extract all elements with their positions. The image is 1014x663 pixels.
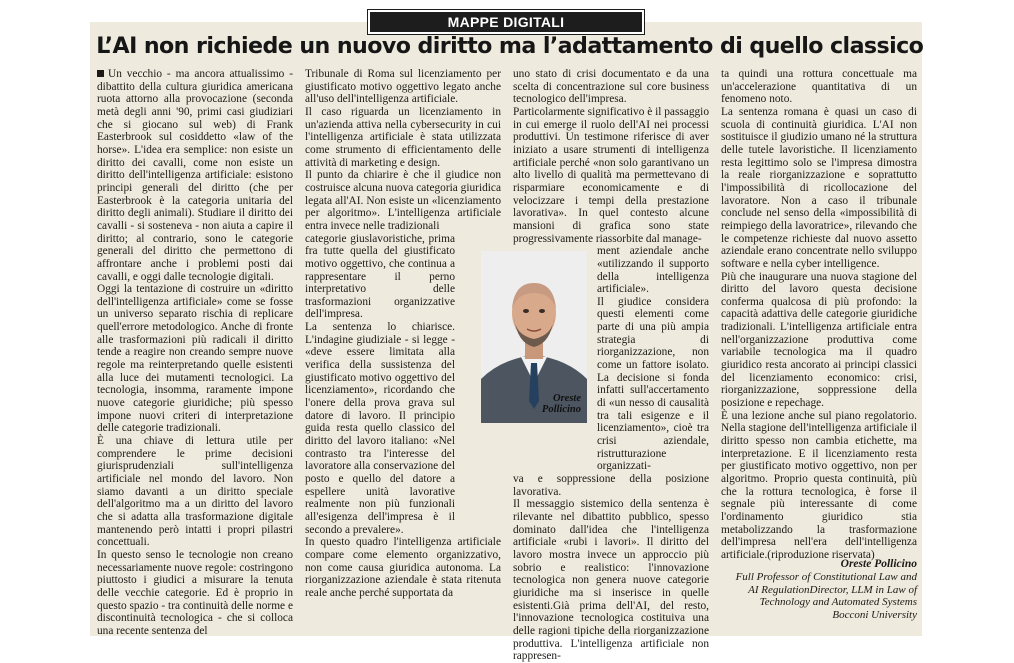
- author-role-line: Bocconi University: [832, 608, 917, 621]
- paragraph: Oggi la tentazione di costruire un «diritto dell'intelligenza artificiale» come se fosse un universo separato rischia di replicare quell'errore metodologico. Anche di fronte alle trasformazioni più radicali il diritto tende a reagire non creando sempre nuove regole ma reinterpretando quelle esistenti alla luce dei mutamenti tecnologici. La tecnologia, insomma, raramente impone nuove categorie giuridiche; più spesso impone nuovi criteri di interpretazione delle categorie tradizionali.: [97, 283, 293, 435]
- paragraph: È una chiave di lettura utile per comprendere le prime decisioni giurisprudenziali sull'intelligenza artificiale nel mondo del lavoro. Non siamo davanti a un diritto speciale dell'algoritmo ma a un diritto del lavoro che si adatta alla trasformazione digitale mantenendo però intatti i propri pilastri concettuali.: [97, 435, 293, 549]
- paragraph: In questo senso le tecnologie non creano necessariamente nuove regole: costringono piuttosto i giudici a misurare la tenuta delle vecchie categorie. Ed è proprio in questo spazio - tra continuità delle norme e discontinuità tecnologica - che si colloca una recente sentenza del: [97, 548, 293, 637]
- paragraph: In questo quadro l'intelligenza artificiale compare come elemento organizzativo, non come causa giuridica autonoma. La riorganizzazione aziendale è stata ritenuta reale anche perché supportata da: [305, 536, 501, 599]
- paragraph: Più che inaugurare una nuova stagione del diritto del lavoro questa decisione conferma qualcosa di più profondo: la capacità adattiva delle categorie giuridiche tradizionali. L'intelligenza artificiale entra nell'organizzazione produttiva come variabile tecnologica ma il quadro giuridico resta ancorato ai principi classici del licenziamento economico: crisi, riorganizzazione, soppressione della posizione e repechage.: [721, 270, 917, 410]
- caption-line: Oreste: [553, 393, 581, 404]
- paragraph: Il caso riguarda un licenziamento in un'azienda attiva nella cybersecurity in cui l'intelligenza artificiale è stata utilizzata come strumento di efficientamento delle attività di marketing e design.: [305, 105, 501, 169]
- caption-line: Pollicino: [541, 404, 581, 415]
- paragraph: ta quindi una rottura concettuale ma un'accelerazione quantitativa di un fenomeno noto.: [721, 68, 917, 106]
- narrow-text-block: [305, 233, 455, 537]
- paragraph: Il giudice considera questi elementi come parte di una più ampia strategia di riorganizzazione, non come un fattore isolato. La decisione si fonda infatti sull'accertamento di «un nesso di causalità tra tali esigenze e il licenziamento», cioè tra crisi aziendale, ristrutturazione organizzati-: [597, 295, 709, 473]
- article-column-4: [721, 68, 917, 561]
- paragraph: Il punto da chiarire è che il giudice non costruisce alcuna nuova categoria giuridica legata all'AI. Non esiste un «licenziamento per algoritmo». L'intelligenza artificiale entra invece nelle tradizionali: [305, 169, 501, 232]
- article-headline: L’AI non richiede un nuovo diritto ma l’adattamento di quello classico: [96, 33, 924, 59]
- paragraph: Il messaggio sistemico della sentenza è rilevante nel dibattito pubblico, spesso dominato dall'idea che l'intelligenza artificiale «rubi i lavori». Il diritto del lavoro mostra invece un approccio più sobrio e realistico: l'innovazione tecnologica non genera nuove categorie giuridiche ma si inserisce in quelle esistenti.Già prima dell'AI, del resto, l'innovazione tecnologica costituiva una delle ragioni tipiche della riorganizzazione produttiva. L'intelligenza artificiale non rappresen-: [513, 498, 709, 663]
- author-role-line: Technology and Automated Systems: [759, 596, 917, 609]
- paragraph: va e soppressione della posizione lavorativa.: [513, 473, 709, 498]
- square-bullet-icon: [97, 70, 104, 77]
- paragraph: Un vecchio - ma ancora attualissimo - dibattito della cultura giuridica americana ruota attorno alla provocazione (seconda metà degli anni '90, primi casi giudiziari che si giocano sul web) di Frank Easterbrook sul cosiddetto «law of the horse». L'idea era semplice: non esiste un diritto dei cavalli, come non esiste un diritto dell'intelligenza artificiale: esistono principi generali del diritto (che per Easterbrook è la categoria unitaria del diritto degli animali). Studiare il diritto dei cavalli - si sosteneva - non aiuta a capire il diritto; al contrario, sono le categorie generali del diritto che permettono di affrontare anche i problemi posti dai cavalli, e oggi dalle tecnologie digitali.: [97, 68, 293, 283]
- article-column-2: [305, 68, 501, 628]
- author-role-line: Full Professor of Constitutional Law and: [735, 571, 917, 583]
- author-signature: [721, 558, 917, 621]
- narrow-text-block: [597, 245, 709, 473]
- section-tag: MAPPE DIGITALI: [368, 10, 644, 34]
- paragraph: uno stato di crisi documentato e da una scelta di concentrazione sul core business tecnologico dell'impresa.: [513, 68, 709, 106]
- paragraph: È una lezione anche sul piano regolatorio. Nella stagione dell'intelligenza artificiale il diritto spesso non cambia etichette, ma interpretazione. E il licenziamento resta per giustificato motivo oggettivo, non per algoritmo. Proprio questa continuità, più che la rottura tecnologica, è forse il segnale più interessante di come l'ordinamento giuridico stia metabolizzando la trasformazione dell'impresa nell'era dell'intelligenza artificiale.(riproduzione riservata): [721, 409, 917, 561]
- paragraph: ment aziendale anche «utilizzando il supporto della intelligenza artificiale».: [597, 245, 709, 296]
- paragraph: Tribunale di Roma sul licenziamento per giustificato motivo oggettivo legato anche all'uso dell'intelligenza artificiale.: [305, 68, 501, 106]
- paragraph: La sentenza romana è quasi un caso di scuola di continuità giuridica. L'AI non sostituisce il giudizio umano né la struttura delle tutele lavoristiche. Il licenziamento resta legittimo solo se l'impresa dimostra la reale riorganizzazione e soprattutto l'impossibilità di ricollocazione del lavoratore. Non a caso il tribunale conclude nel senso della «impossibilità di reimpiego della lavoratrice», rilevando che le competenze richieste dal nuovo assetto aziendale erano concentrate nello sviluppo software e nella cyber intelligence.: [721, 105, 917, 270]
- paragraph: categorie giuslavoristiche, prima fra tutte quella del giustificato motivo oggettivo, che continua a rappresentare il perno interpretativo delle trasformazioni organizzative dell'impresa.: [305, 232, 455, 321]
- photo-caption: [481, 393, 581, 415]
- author-name: Oreste Pollicino: [840, 558, 917, 570]
- author-role-line: AI RegulationDirector, LLM in Law of: [748, 583, 917, 596]
- paragraph: La sentenza lo chiarisce. L'indagine giudiziale - si legge - «deve essere limitata alla verifica della sussistenza del giustificato motivo oggettivo del licenziamento», ricordando che l'onere della prova grava sul datore di lavoro. Il principio guida resta quello classico del diritto del lavoro italiano: «Nel contrasto tra l'interesse del lavoratore alla conservazione del posto e quello del datore a espellere unità lavorative realmente non più funzionali all'esigenza dell'impresa è il secondo a prevalere».: [305, 321, 455, 536]
- paragraph: Particolarmente significativo è il passaggio in cui emerge il ruolo dell'AI nei processi produttivi. Un testimone riferisce di aver iniziato a usare strumenti di intelligenza artificiale perché «non solo garantivano un alto livello di qualità ma permettevano di risparmiare economicamente e di velocizzare i tempi della prestazione lavorativa». In quel contesto alcune mansioni di grafica sono state progressivamente riassorbite dal manage-: [513, 105, 709, 245]
- article-column-1: [97, 68, 293, 637]
